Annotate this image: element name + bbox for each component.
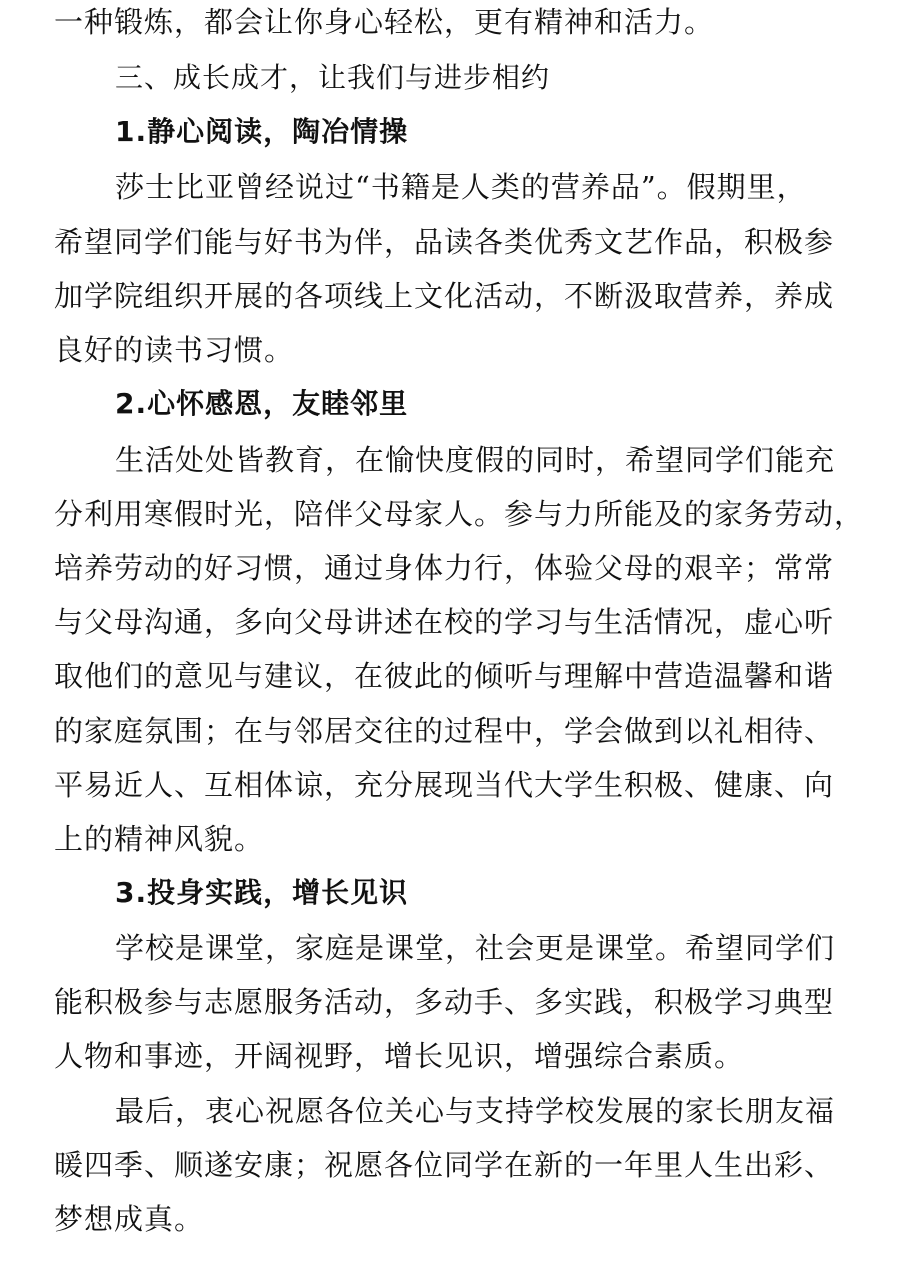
paragraph-line: 培养劳动的好习惯，通过身体力行，体验父母的艰辛；常常 xyxy=(54,551,835,585)
section-heading: 三、成长成才，让我们与进步相约 xyxy=(115,61,551,94)
paragraph-line: 最后，衷心祝愿各位关心与支持学校发展的家长朋友福 xyxy=(115,1094,836,1128)
subsection-heading: 3.投身实践，增长见识 xyxy=(115,876,409,909)
paragraph-line: 学校是课堂，家庭是课堂，社会更是课堂。希望同学们 xyxy=(115,931,836,965)
subsection-heading: 2.心怀感恩，友睦邻里 xyxy=(115,387,409,420)
paragraph-line: 良好的读书习惯。 xyxy=(54,333,295,367)
paragraph-line: 生活处处皆教育，在愉快度假的同时，希望同学们能充 xyxy=(115,443,836,477)
paragraph-line: 分利用寒假时光，陪伴父母家人。参与力所能及的家务劳动， xyxy=(54,497,865,531)
paragraph-line: 一种锻炼，都会让你身心轻松，更有精神和活力。 xyxy=(54,5,715,39)
paragraph-line: 平易近人、互相体谅，充分展现当代大学生积极、健康、向 xyxy=(54,768,835,802)
paragraph-line: 梦想成真。 xyxy=(54,1202,205,1236)
paragraph-line: 暖四季、顺遂安康；祝愿各位同学在新的一年里人生出彩、 xyxy=(54,1148,835,1182)
paragraph-line: 取他们的意见与建议，在彼此的倾听与理解中营造温馨和谐 xyxy=(54,659,835,693)
paragraph-line: 与父母沟通，多向父母讲述在校的学习与生活情况，虚心听 xyxy=(54,605,835,639)
paragraph-line: 上的精神风貌。 xyxy=(54,822,265,856)
paragraph-line: 希望同学们能与好书为伴，品读各类优秀文艺作品，积极参 xyxy=(54,225,835,259)
paragraph-line: 能积极参与志愿服务活动，多动手、多实践，积极学习典型 xyxy=(54,985,835,1019)
paragraph-line: 莎士比亚曾经说过“书籍是人类的营养品”。假期里， xyxy=(115,170,807,204)
paragraph-line: 的家庭氛围；在与邻居交往的过程中，学会做到以礼相待、 xyxy=(54,714,835,748)
paragraph-line: 加学院组织开展的各项线上文化活动，不断汲取营养，养成 xyxy=(54,279,835,313)
subsection-heading: 1.静心阅读，陶冶情操 xyxy=(115,115,409,148)
paragraph-line: 人物和事迹，开阔视野，增长见识，增强综合素质。 xyxy=(54,1039,745,1073)
